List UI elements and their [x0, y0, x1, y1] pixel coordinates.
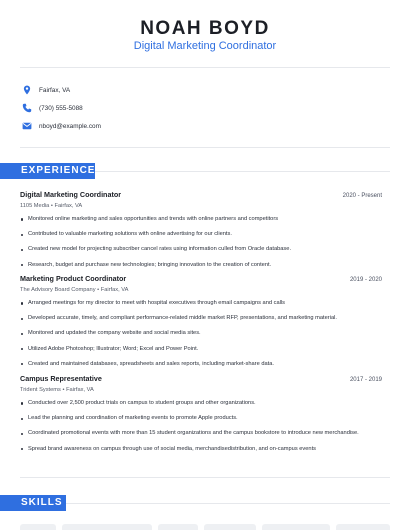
- job-location: Fairfax, VA: [100, 287, 129, 293]
- job-entry: [20, 374, 382, 461]
- job-bullet: Contributed to valuable marketing solutions with online advertising for our clients.: [20, 231, 382, 238]
- job-company: Trident Systems: [20, 387, 61, 393]
- job-entry: [20, 190, 382, 277]
- job-bullet: Monitored online marketing and sales opportunities and trends with online partners and competitors: [20, 216, 382, 223]
- header-divider: [20, 67, 390, 68]
- phone-icon: [22, 103, 32, 113]
- contact-location: [22, 84, 70, 96]
- job-dates: 2020 - Present: [342, 193, 382, 199]
- job-company-line: [20, 387, 382, 393]
- section-rule-experience: [95, 171, 390, 172]
- job-bullet: Utilized Adobe Photoshop; Illustrator; Word; Excel and Power Point.: [20, 346, 382, 353]
- job-bullet: Monitored and updated the company website and social media sites.: [20, 330, 382, 337]
- job-entry: [20, 274, 382, 376]
- job-location: Fairfax, VA: [66, 387, 94, 393]
- contact-phone: [22, 102, 83, 114]
- contact-location-text: Fairfax, VA: [39, 86, 71, 94]
- location-pin-icon: [22, 85, 32, 95]
- candidate-title: Digital Marketing Coordinator: [133, 40, 277, 52]
- job-bullet: Developed accurate, timely, and compliant performance-related middle market RFP, presentations, and marketing material.: [20, 315, 382, 322]
- job-bullet: Coordinated promotional events with more than 15 student organizations and the campus bookstore to introduce new merchandise.: [20, 430, 382, 437]
- job-bullet: Spread brand awareness on campus through use of social media, merchandisedistribution, and on-campus events: [20, 446, 382, 453]
- job-separator: •: [62, 387, 65, 393]
- skill-tag: [62, 524, 152, 530]
- section-rule-skills: [66, 503, 390, 504]
- job-dates: 2017 - 2019: [349, 377, 382, 383]
- job-title: Digital Marketing Coordinator: [20, 190, 122, 199]
- job-company-line: [20, 203, 382, 209]
- job-title: Marketing Product Coordinator: [20, 274, 127, 283]
- job-company-line: [20, 287, 382, 293]
- job-bullets: [20, 400, 382, 453]
- job-bullet: Conducted over 2,500 product trials on campus to student groups and other organizations.: [20, 400, 382, 407]
- section-heading-skills: SKILLS: [0, 495, 66, 511]
- job-company: The Advisory Board Company: [20, 287, 96, 293]
- contact-email: [22, 120, 101, 132]
- job-bullet: Arranged meetings for my director to meet with hospital executives through email campaigns and calls: [20, 300, 382, 307]
- job-company: 1105 Media: [20, 203, 50, 209]
- contact-phone-text: (730) 555-5088: [39, 104, 83, 112]
- skill-tag: [204, 524, 256, 530]
- job-bullet: Created and maintained databases, spreadsheets and sales reports, including market-share data.: [20, 361, 382, 368]
- job-separator: •: [97, 287, 100, 293]
- section-heading-experience: EXPERIENCE: [0, 163, 95, 179]
- job-bullets: [20, 216, 382, 269]
- job-dates: 2019 - 2020: [349, 277, 382, 283]
- skill-tag: [336, 524, 390, 530]
- job-bullet: Research, budget and purchase new technologies; bringing innovation to the creation of content.: [20, 262, 382, 269]
- experience-divider: [20, 477, 390, 478]
- job-bullet: Created new model for projecting subscriber cancel rates using information culled from Oracle database.: [20, 246, 382, 253]
- job-title: Campus Representative: [20, 374, 102, 383]
- job-location: Fairfax, VA: [54, 203, 83, 209]
- skill-tag: [20, 524, 56, 530]
- job-bullet: Lead the planning and coordination of marketing events to promote Apple products.: [20, 415, 382, 422]
- contact-email-text: nboyd@example.com: [39, 122, 101, 130]
- skill-tag: [262, 524, 330, 530]
- contact-divider: [20, 147, 390, 148]
- candidate-name: NOAH BOYD: [140, 18, 270, 39]
- job-bullets: [20, 300, 382, 368]
- email-icon: [22, 121, 32, 131]
- skill-tag: [158, 524, 198, 530]
- job-separator: •: [50, 203, 53, 209]
